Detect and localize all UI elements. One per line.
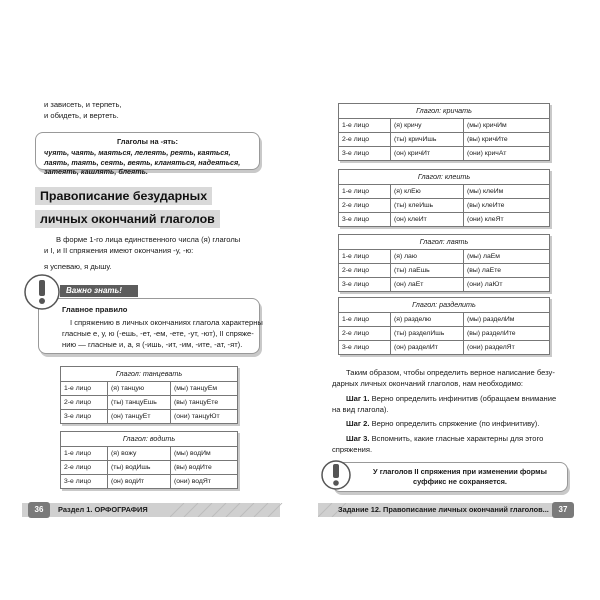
poem-line-2: и обидеть, и вертеть. [44,111,119,120]
cell: (я) клЕю [391,185,464,199]
table-caption: Глагол: клеить [339,170,549,185]
footer-pattern-left [170,503,290,517]
cell: (вы) лаЕте [464,264,550,278]
important-banner: Важно знать! [60,285,138,297]
step-1-text: Верно определить инфинитив (обращаем внимание [369,394,557,403]
conj-table-razdelit [338,297,550,355]
cell: (мы) разделИм [464,313,550,327]
table-caption: Глагол: кричать [339,104,549,119]
verbs-list: чуять, чаять, маяться, лелеять, реять, каяться, лаять, таять, сеять, веять, кланяться, надеяться, затеять, кашлять, блеять. [44,148,241,176]
table-caption: Глагол: водить [61,432,237,447]
cell: (ты) танцуЕшь [108,396,171,410]
step-2 [346,418,539,429]
cell: (мы) клеИм [464,185,550,199]
warning-line-1: У глаголов II спряжения при изменении формы [373,467,547,476]
cell: (он) водИт [108,475,171,489]
step-3 [346,433,543,444]
table-caption: Глагол: танцевать [61,367,237,382]
cell: (я) танцую [108,382,171,396]
cell: (ты) клеИшь [391,199,464,213]
footer-section-title: Раздел 1. ОРФОГРАФИЯ [58,505,148,514]
cell: 3-е лицо [339,278,391,292]
cell: (они) танцуЮт [171,410,238,424]
table-caption: Глагол: лаять [339,235,549,250]
cell: (вы) водИте [171,461,238,475]
cell: (они) водЯт [171,475,238,489]
cell: (они) лаЮт [464,278,550,292]
cell: (вы) клеИте [464,199,550,213]
heading-line-1: Правописание безударных [35,187,212,205]
cell: (вы) танцуЕте [171,396,238,410]
cell: 3-е лицо [61,475,108,489]
cell: 3-е лицо [61,410,108,424]
rule-line-3: нию — гласные и, а, я (-ишь, -ит, -им, -ите, -ат, -ят). [62,340,243,349]
para1-line-1: В форме 1-го лица единственного числа (я) глаголы [56,235,241,244]
heading-line-2: личных окончаний глаголов [35,210,220,228]
cell: (они) разделЯт [464,341,550,355]
cell: (я) лаю [391,250,464,264]
conj-table-tantsevat [60,366,238,424]
cell: 2-е лицо [61,461,108,475]
step-2-text: Верно определить спряжение (по инфинитиву). [369,419,540,428]
step-3-label: Шаг 3. [346,434,370,443]
cell: (я) кричу [391,119,464,133]
step-1-label: Шаг 1. [346,394,370,403]
cell: (я) вожу [108,447,171,461]
cell: 1-е лицо [339,250,391,264]
cell: 3-е лицо [339,213,391,227]
page-number-left: 36 [28,502,50,518]
cell: 3-е лицо [339,147,391,161]
cell: 1-е лицо [339,313,391,327]
cell: (он) разделИт [391,341,464,355]
page-number-right: 37 [552,502,574,518]
cell: 2-е лицо [339,133,391,147]
step-3-line-2: спряжения. [332,445,373,454]
table-caption: Глагол: разделить [339,298,549,313]
cell: 1-е лицо [61,447,108,461]
rule-line-2: гласные е, у, ю (-ешь, -ет, -ем, -ете, -ут, -ют), II спряже- [62,329,254,338]
exclamation-hand-icon [22,272,62,312]
rule-title: Главное правило [62,305,128,314]
cell: 2-е лицо [339,327,391,341]
cell: (ты) лаЕшь [391,264,464,278]
step-1-line-2: на вид глагола). [332,405,389,414]
cell: (мы) танцуЕм [171,382,238,396]
cell: 2-е лицо [61,396,108,410]
intro-line-1: Таким образом, чтобы определить верное написание безу- [346,368,555,377]
cell: (ты) разделИшь [391,327,464,341]
exclamation-icon [320,457,352,493]
cell: (они) кричАт [464,147,550,161]
intro-line-2: дарных личных окончаний глаголов, нам необходимо: [332,379,524,388]
rule-line-1: I спряжению в личных окончаниях глагола характерны [70,318,263,327]
cell: (ты) водИшь [108,461,171,475]
cell: 1-е лицо [339,119,391,133]
conj-table-vodit [60,431,238,489]
warning-line-2: суффикс не сохраняется. [413,477,507,486]
cell: (мы) лаЕм [464,250,550,264]
step-3-text: Вспомнить, какие гласные характерны для этого [369,434,544,443]
conj-table-kleit [338,169,550,227]
verbs-box [35,132,260,176]
cell: 3-е лицо [339,341,391,355]
cell: 1-е лицо [339,185,391,199]
footer-task-title: Задание 12. Правописание личных окончаний глаголов... [338,505,549,514]
cell: (я) разделю [391,313,464,327]
cell: (вы) кричИте [464,133,550,147]
cell: (он) танцуЕт [108,410,171,424]
cell: (он) кричИт [391,147,464,161]
poem-line-1: и зависеть, и терпеть, [44,100,122,109]
cell: 1-е лицо [61,382,108,396]
para1-line-2: и I, и II спряжения имеют окончания -у, -ю: [44,246,194,255]
cell: (они) клеЯт [464,213,550,227]
cell: (он) лаЕт [391,278,464,292]
cell: (ты) кричИшь [391,133,464,147]
example-text: я успеваю, я дышу. [44,262,112,271]
cell: (он) клеИт [391,213,464,227]
warning-box [332,462,568,492]
step-1 [346,393,556,404]
cell: (мы) водИм [171,447,238,461]
conj-table-krichat [338,103,550,161]
section-heading [35,187,220,228]
cell: (мы) кричИм [464,119,550,133]
cell: 2-е лицо [339,199,391,213]
verbs-title: Глаголы на -ять: [116,137,179,146]
conj-table-layat [338,234,550,292]
cell: 2-е лицо [339,264,391,278]
cell: (вы) разделИте [464,327,550,341]
step-2-label: Шаг 2. [346,419,370,428]
